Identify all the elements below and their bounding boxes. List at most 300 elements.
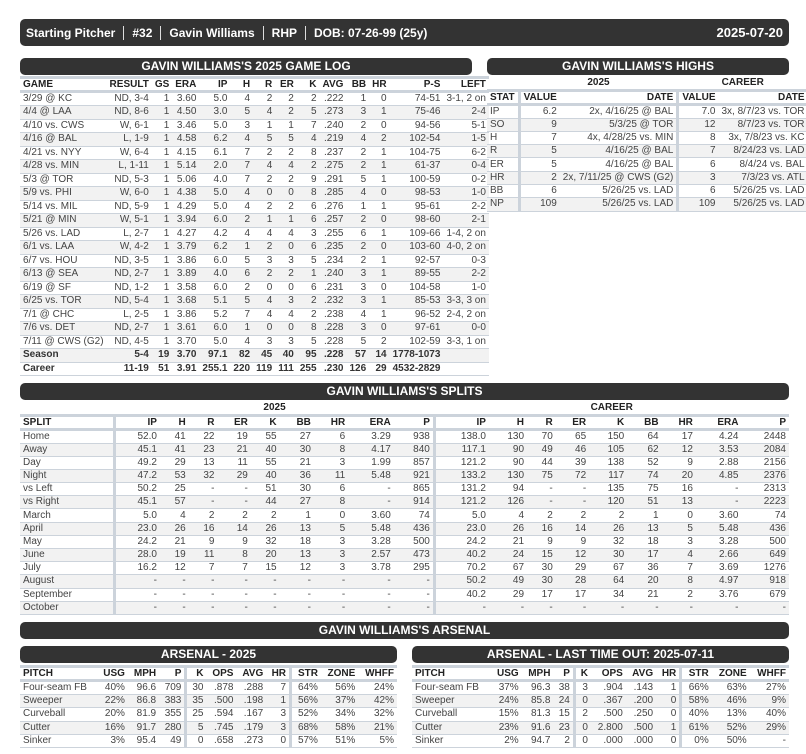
column-header-avg: AVG [320, 78, 347, 92]
cell-result: ND, 2-7 [107, 268, 152, 282]
cell-mph: 96.6 [128, 681, 159, 695]
cell-p: 840 [394, 443, 435, 456]
cell-k: 7 [297, 119, 320, 133]
cell-bb: 74 [627, 469, 661, 482]
player-header-bar [20, 19, 789, 46]
split-row [20, 429, 789, 443]
cell-hr: 0 [369, 214, 389, 228]
column-header-result: RESULT [107, 78, 152, 92]
cell-pitch: Four-seam FB [412, 681, 491, 695]
cell-value: 12 [678, 118, 719, 131]
cell-h: - [160, 588, 189, 601]
cell-zone: 37% [321, 695, 358, 708]
cell-p: 921 [394, 469, 435, 482]
cell-value: 2 [519, 171, 560, 184]
cell-stat: NP [487, 198, 519, 211]
cell-hr: 29 [369, 362, 389, 376]
cell-game: 6/13 @ SEA [20, 268, 107, 282]
cell-h: 19 [160, 549, 189, 562]
cell-bb: 36 [280, 469, 314, 482]
cell-k: 0 [574, 734, 591, 747]
cell-era: 4.97 [696, 575, 742, 588]
cell-zone: 50% [712, 734, 750, 747]
cell-whff: 40% [750, 708, 789, 721]
column-header-h: H [230, 78, 253, 92]
cell-h: 4 [230, 335, 253, 349]
cell-r: 4 [253, 160, 275, 174]
cell-usg: 40% [97, 681, 128, 695]
cell-game: 7/6 vs. DET [20, 322, 107, 336]
cell-era: 2.57 [348, 549, 394, 562]
cell-h: 5 [230, 295, 253, 309]
cell-k: 26 [251, 522, 280, 535]
split-row [20, 549, 789, 562]
cell-era: 4.50 [172, 106, 199, 120]
game-log-row [20, 362, 489, 376]
cell-avg: .143 [626, 681, 656, 695]
cell-date: 3x, 8/7/23 vs. TOR [719, 104, 806, 118]
cell-er: - [217, 601, 250, 614]
cell-ip: 5.0 [199, 119, 230, 133]
cell-k: 1 [297, 268, 320, 282]
cell-h: 2 [230, 281, 253, 295]
cell-r: 4 [253, 227, 275, 241]
column-header-p: P [159, 667, 186, 681]
game-log-row [20, 335, 489, 349]
cell-ip: - [115, 575, 160, 588]
split-row [20, 509, 789, 522]
cell-p-s: 100-59 [390, 173, 444, 187]
game-log-row [20, 268, 489, 282]
cell-hr: 1 [369, 268, 389, 282]
game-log-row [20, 133, 489, 147]
cell-k: - [251, 588, 280, 601]
cell-p: 857 [394, 456, 435, 469]
cell-bb: 3 [346, 268, 369, 282]
cell-era: 4.29 [172, 200, 199, 214]
cell-r: 3 [253, 335, 275, 349]
cell-er: 12 [556, 549, 589, 562]
cell-bb: 2 [346, 160, 369, 174]
cell-value: 109 [519, 198, 560, 211]
cell-h: 90 [489, 443, 527, 456]
column-header-str: STR [291, 667, 321, 681]
cell-str: 64% [291, 681, 321, 695]
cell-usg: 3% [97, 734, 128, 747]
cell-p: 15 [553, 708, 574, 721]
cell-pitch: Four-seam FB [20, 681, 97, 695]
cell-split: Day [20, 456, 115, 469]
cell-bb: 3 [346, 295, 369, 309]
cell-ip: 45.1 [115, 443, 160, 456]
cell-ip: 3.0 [199, 106, 230, 120]
column-header-r: R [527, 415, 556, 429]
cell-ops: .878 [206, 681, 236, 695]
cell-hr: 8 [662, 575, 696, 588]
column-header-k: K [589, 415, 627, 429]
column-header-date: DATE [560, 90, 678, 104]
cell-hr: 9 [662, 456, 696, 469]
cell-h: 2 [230, 214, 253, 228]
splits-table [20, 402, 789, 615]
cell-result: W, 6-1 [107, 119, 152, 133]
cell-value: 6 [519, 184, 560, 197]
cell-ip: 6.0 [199, 322, 230, 336]
cell-result: ND, 5-9 [107, 200, 152, 214]
cell-p: 23 [553, 721, 574, 734]
cell-avg: .232 [320, 295, 347, 309]
cell-left: 3-1, 2 on [443, 92, 488, 106]
cell-p: 914 [394, 496, 435, 509]
cell-h: 25 [160, 483, 189, 496]
cell-era: 3.89 [172, 268, 199, 282]
cell-k: 8 [297, 187, 320, 201]
cell-stat: H [487, 131, 519, 144]
cell-value: 6 [678, 184, 719, 197]
cell-split: July [20, 562, 115, 575]
game-log-row [20, 119, 489, 133]
splits-group-career: CAREER [590, 402, 633, 414]
game-log-row [20, 160, 489, 174]
cell-hr: 5 [662, 522, 696, 535]
cell-left [443, 349, 488, 363]
cell-p: 500 [741, 535, 789, 548]
cell-hr: 3 [314, 456, 348, 469]
cell-p-s: 98-60 [390, 214, 444, 228]
cell-r: 23 [189, 443, 218, 456]
cell-era: 3.46 [172, 119, 199, 133]
cell-ip: 5.1 [199, 295, 230, 309]
cell-hr: 1 [369, 106, 389, 120]
pitch-row [412, 721, 789, 734]
cell-hr: 1 [369, 227, 389, 241]
cell-mph: 96.3 [522, 681, 554, 695]
cell-er: - [217, 588, 250, 601]
cell-left: 2-1 [443, 214, 488, 228]
cell-hr: 0 [369, 187, 389, 201]
cell-era: 3.28 [696, 535, 742, 548]
cell-p: - [741, 601, 789, 614]
cell-k: 44 [251, 496, 280, 509]
column-header-er: ER [275, 78, 297, 92]
cell-game: 7/1 @ CHC [20, 308, 107, 322]
cell-ip: 138.0 [434, 429, 489, 443]
cell-p: 938 [394, 429, 435, 443]
cell-gs: 1 [152, 295, 172, 309]
cell-game: 5/14 vs. MIL [20, 200, 107, 214]
cell-p-s: 75-46 [390, 106, 444, 120]
column-header-mph: MPH [128, 667, 159, 681]
cell-h: 7 [230, 146, 253, 160]
cell-result: L, 2-7 [107, 227, 152, 241]
cell-result: L, 1-11 [107, 160, 152, 174]
cell-er: 0 [275, 281, 297, 295]
cell-avg: .228 [320, 349, 347, 363]
cell-str: 66% [681, 681, 712, 695]
cell-gs: 1 [152, 335, 172, 349]
cell-p-s: 97-61 [390, 322, 444, 336]
player-hand: RHP [264, 26, 306, 40]
cell-ip: 45.1 [115, 496, 160, 509]
cell-r: 32 [189, 469, 218, 482]
cell-era: 3.70 [172, 349, 199, 363]
cell-hr: 1 [369, 308, 389, 322]
cell-hr: 3 [266, 721, 290, 734]
cell-r: 16 [189, 522, 218, 535]
cell-value: 6.2 [519, 104, 560, 118]
column-header-zone: ZONE [321, 667, 358, 681]
cell-p: 709 [159, 681, 186, 695]
split-row [20, 535, 789, 548]
cell-er: 2 [275, 106, 297, 120]
cell-bb: 2 [346, 254, 369, 268]
cell-era: - [348, 483, 394, 496]
cell-k: 0 [574, 721, 591, 734]
cell-era: - [348, 588, 394, 601]
cell-str: 58% [681, 695, 712, 708]
cell-game: 6/1 vs. LAA [20, 241, 107, 255]
cell-pitch: Curveball [412, 708, 491, 721]
cell-k: 55 [251, 456, 280, 469]
cell-er: 8 [217, 549, 250, 562]
cell-bb: 5 [346, 173, 369, 187]
cell-h: 4 [489, 509, 527, 522]
cell-gs: 1 [152, 187, 172, 201]
cell-era: 2.88 [696, 456, 742, 469]
game-log-row [20, 308, 489, 322]
cell-era: - [348, 575, 394, 588]
cell-h: - [160, 601, 189, 614]
cell-er: 46 [556, 443, 589, 456]
cell-split: September [20, 588, 115, 601]
cell-left: 2-2 [443, 268, 488, 282]
cell-bb: 13 [280, 549, 314, 562]
cell-str: 57% [291, 734, 321, 747]
cell-date: 8/4/24 vs. BAL [719, 158, 806, 171]
cell-result: ND, 8-6 [107, 106, 152, 120]
cell-gs: 1 [152, 133, 172, 147]
cell-bb: - [280, 601, 314, 614]
cell-k: 0 [574, 695, 591, 708]
column-header-ops: OPS [206, 667, 236, 681]
cell-game: 4/4 @ LAA [20, 106, 107, 120]
cell-era: 3.78 [348, 562, 394, 575]
cell-avg: .198 [236, 695, 266, 708]
highs-title: GAVIN WILLIAMS'S HIGHS [487, 58, 789, 75]
cell-bb: 30 [280, 483, 314, 496]
cell-k: - [251, 575, 280, 588]
cell-str: 40% [681, 708, 712, 721]
cell-p: 1276 [741, 562, 789, 575]
highs-group-2025: 2025 [587, 77, 610, 89]
cell-mph: 81.3 [522, 708, 554, 721]
column-header-p: P [741, 415, 789, 429]
cell-hr: 0 [656, 708, 681, 721]
cell-pitch: Sinker [20, 734, 97, 747]
cell-ip: 5.0 [199, 200, 230, 214]
cell-ip: 121.2 [434, 456, 489, 469]
cell-p: 49 [159, 734, 186, 747]
cell-h: 1 [230, 322, 253, 336]
cell-game: 6/25 vs. TOR [20, 295, 107, 309]
cell-whff: 24% [358, 681, 397, 695]
cell-bb: - [280, 588, 314, 601]
cell-bb: 1 [280, 509, 314, 522]
cell-k: 2 [297, 92, 320, 106]
cell-er: 1 [275, 214, 297, 228]
cell-p: 2223 [741, 496, 789, 509]
column-header-pitch: PITCH [20, 667, 97, 681]
cell-p: 2448 [741, 429, 789, 443]
cell-r: 45 [253, 349, 275, 363]
cell-k: 30 [186, 681, 207, 695]
cell-value: 109 [678, 198, 719, 211]
cell-p: 355 [159, 708, 186, 721]
cell-avg: .179 [236, 721, 266, 734]
cell-k: 5 [297, 254, 320, 268]
cell-result: W, 5-1 [107, 214, 152, 228]
cell-era: 3.79 [172, 241, 199, 255]
game-log-row [20, 281, 489, 295]
cell-bb: 30 [280, 443, 314, 456]
cell-h: 67 [489, 562, 527, 575]
cell-hr: 0 [369, 241, 389, 255]
cell-ip: 24.2 [434, 535, 489, 548]
cell-game: 4/21 vs. NYY [20, 146, 107, 160]
cell-avg: .276 [320, 200, 347, 214]
cell-gs: 1 [152, 92, 172, 106]
pitch-row [20, 734, 397, 747]
cell-p: 679 [741, 588, 789, 601]
cell-ops: .000 [591, 734, 626, 747]
column-header-era: ERA [696, 415, 742, 429]
cell-k: 55 [251, 429, 280, 443]
cell-er: 29 [217, 469, 250, 482]
cell-k: 40 [251, 469, 280, 482]
cell-game: Career [20, 362, 107, 376]
cell-game: 5/21 @ MIN [20, 214, 107, 228]
cell-hr: 2 [369, 335, 389, 349]
cell-k: 120 [589, 496, 627, 509]
game-log-row [20, 295, 489, 309]
cell-ip: 70.2 [434, 562, 489, 575]
cell-value: 8 [678, 131, 719, 144]
cell-r: 4 [253, 308, 275, 322]
cell-hr: 3 [266, 708, 290, 721]
cell-pitch: Curveball [20, 708, 97, 721]
cell-er: 72 [556, 469, 589, 482]
cell-date: 5/26/25 vs. LAD [560, 184, 678, 197]
cell-bb: 4 [346, 187, 369, 201]
cell-er: 29 [556, 562, 589, 575]
cell-ops: .658 [206, 734, 236, 747]
cell-k: 2 [297, 160, 320, 174]
cell-pitch: Sweeper [20, 695, 97, 708]
cell-p: - [394, 588, 435, 601]
column-header-p: P [553, 667, 574, 681]
cell-avg: .291 [320, 173, 347, 187]
cell-value: 5 [519, 158, 560, 171]
cell-hr: 7 [662, 562, 696, 575]
cell-h: 130 [489, 469, 527, 482]
pitch-row [20, 708, 397, 721]
cell-k: 25 [186, 708, 207, 721]
cell-era: - [348, 601, 394, 614]
cell-hr: 1 [656, 721, 681, 734]
highs-row [487, 145, 806, 158]
cell-hr: - [314, 575, 348, 588]
cell-gs: 51 [152, 362, 172, 376]
cell-p: - [394, 601, 435, 614]
game-log-row [20, 227, 489, 241]
cell-date: 2x, 4/16/25 @ BAL [560, 104, 678, 118]
cell-value: 6 [678, 158, 719, 171]
cell-bb: 62 [627, 443, 661, 456]
cell-avg: .240 [320, 268, 347, 282]
column-header-game: GAME [20, 78, 107, 92]
cell-k: 0 [186, 734, 207, 747]
cell-r: 0 [253, 322, 275, 336]
cell-r: 15 [527, 549, 556, 562]
cell-avg: .237 [320, 146, 347, 160]
cell-er: 4 [275, 227, 297, 241]
cell-k: 3 [297, 227, 320, 241]
cell-gs: 1 [152, 322, 172, 336]
cell-er: 7 [217, 562, 250, 575]
cell-ip: 4.0 [199, 173, 230, 187]
cell-ip: 5.0 [199, 92, 230, 106]
cell-hr: 2 [662, 588, 696, 601]
cell-bb: 3 [346, 106, 369, 120]
cell-bb: 57 [346, 349, 369, 363]
cell-p-s: 104-75 [390, 146, 444, 160]
cell-avg: .235 [320, 241, 347, 255]
cell-h: 4 [230, 92, 253, 106]
cell-r: - [189, 588, 218, 601]
cell-left: 0-4 [443, 160, 488, 174]
cell-era: 3.61 [172, 322, 199, 336]
cell-left: 0-2 [443, 173, 488, 187]
cell-avg: .231 [320, 281, 347, 295]
cell-split: Night [20, 469, 115, 482]
cell-r: 3 [253, 254, 275, 268]
cell-era: 3.86 [172, 308, 199, 322]
cell-date: 5/3/25 @ TOR [560, 118, 678, 131]
cell-h: 4 [160, 509, 189, 522]
cell-k: 5 [186, 721, 207, 734]
cell-hr: 16 [662, 483, 696, 496]
cell-p-s: 104-58 [390, 281, 444, 295]
cell-ip: 117.1 [434, 443, 489, 456]
cell-p-s: 4532-2829 [390, 362, 444, 376]
cell-er: - [556, 601, 589, 614]
cell-era: 3.28 [348, 535, 394, 548]
cell-er: 3 [275, 254, 297, 268]
cell-gs: 1 [152, 214, 172, 228]
cell-left [443, 362, 488, 376]
cell-p: 74 [394, 509, 435, 522]
cell-h: 49 [489, 575, 527, 588]
cell-ip: 47.2 [115, 469, 160, 482]
cell-value: 7 [519, 131, 560, 144]
cell-hr: 17 [662, 429, 696, 443]
cell-r: 30 [527, 575, 556, 588]
cell-k: 8 [297, 146, 320, 160]
cell-hr: 4 [662, 549, 696, 562]
column-header-left: LEFT [443, 78, 488, 92]
cell-ops: .500 [591, 708, 626, 721]
cell-p-s: 102-59 [390, 335, 444, 349]
